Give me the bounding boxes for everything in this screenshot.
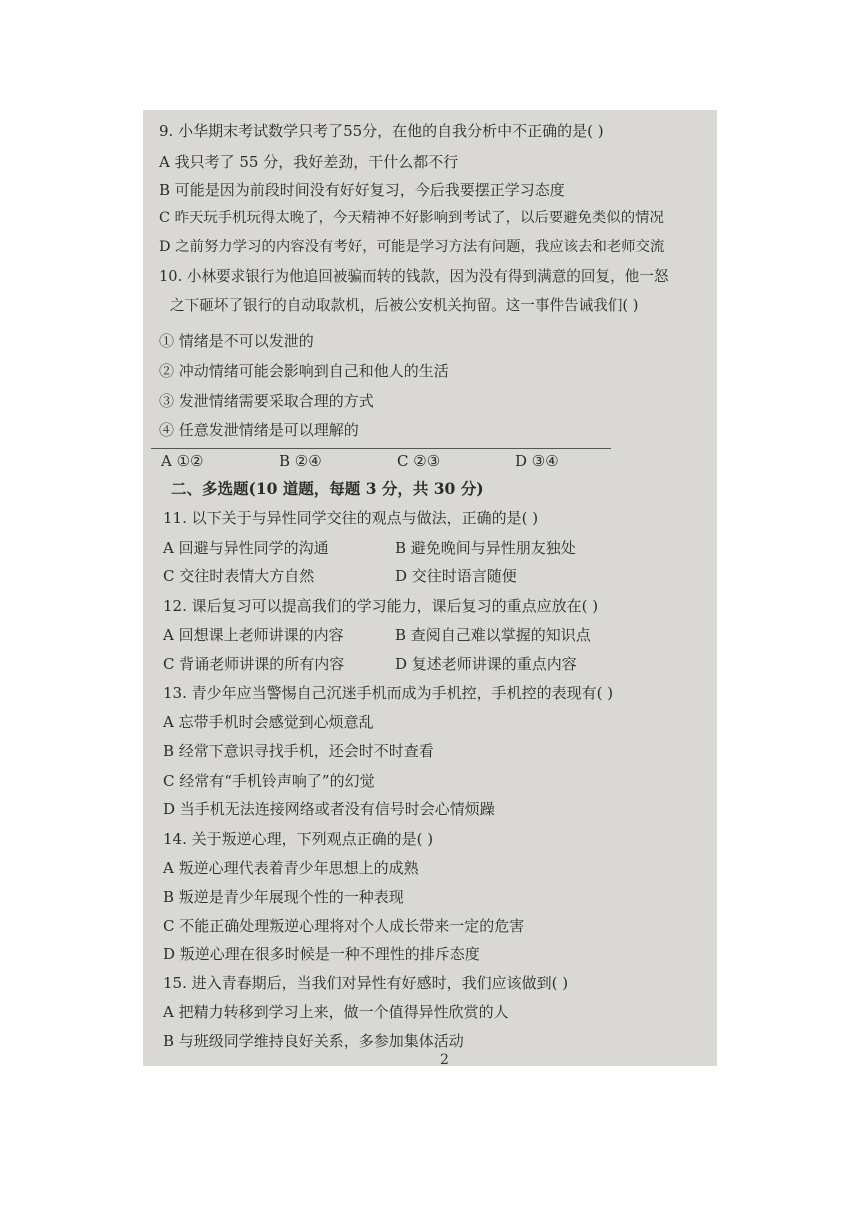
q15-option-b: B 与班级同学维持良好关系，多参加集体活动 — [163, 1032, 464, 1050]
q14-option-d: D 叛逆心理在很多时候是一种不理性的排斥态度 — [163, 945, 480, 963]
q9-option-a: A 我只考了 55 分，我好差劲，干什么都不行 — [159, 153, 459, 171]
q12-option-a: A 回想课上老师讲课的内容 — [163, 626, 344, 644]
q10-statement-3: ③ 发泄情绪需要采取合理的方式 — [159, 392, 374, 410]
section-2-heading: 二、多选题(10 道题，每题 3 分，共 30 分) — [171, 479, 484, 498]
q9-option-d: D 之前努力学习的内容没有考好，可能是学习方法有问题，我应该去和老师交流 — [159, 239, 665, 255]
q13-option-c: C 经常有“手机铃声响了”的幻觉 — [163, 772, 375, 790]
q10-statement-2: ② 冲动情绪可能会影响到自己和他人的生活 — [159, 362, 449, 380]
q13-option-a: A 忘带手机时会感觉到心烦意乱 — [163, 713, 374, 731]
q14-option-a: A 叛逆心理代表着青少年思想上的成熟 — [163, 859, 419, 877]
q12-option-d: D 复述老师讲课的重点内容 — [395, 655, 577, 673]
q12-option-c: C 背诵老师讲课的所有内容 — [163, 655, 345, 673]
q13-option-d: D 当手机无法连接网络或者没有信号时会心情烦躁 — [163, 800, 495, 818]
q11-option-d: D 交往时语言随便 — [395, 567, 517, 585]
q10-stem-line2: 之下砸坏了银行的自动取款机，后被公安机关拘留。这一事件告诫我们( ) — [170, 297, 639, 314]
q12-stem: 12. 课后复习可以提高我们的学习能力，课后复习的重点应放在( ) — [163, 597, 599, 615]
q9-option-b: B 可能是因为前段时间没有好好复习，今后我要摆正学习态度 — [159, 181, 565, 199]
divider-line — [151, 448, 611, 449]
q10-option-c: C ②③ — [397, 452, 441, 470]
exam-page — [143, 110, 717, 1066]
q10-statement-1: ① 情绪是不可以发泄的 — [159, 332, 314, 350]
q14-option-c: C 不能正确处理叛逆心理将对个人成长带来一定的危害 — [163, 917, 525, 935]
q11-option-c: C 交往时表情大方自然 — [163, 567, 315, 585]
q11-option-b: B 避免晚间与异性朋友独处 — [395, 539, 576, 557]
q9-option-c: C 昨天玩手机玩得太晚了，今天精神不好影响到考试了，以后要避免类似的情况 — [159, 210, 664, 226]
q12-option-b: B 查阅自己难以掌握的知识点 — [395, 626, 591, 644]
q10-statement-4: ④ 任意发泄情绪是可以理解的 — [159, 421, 359, 439]
q10-stem-line1: 10. 小林要求银行为他追回被骗而转的钱款，因为没有得到满意的回复，他一怒 — [159, 268, 669, 285]
q14-stem: 14. 关于叛逆心理，下列观点正确的是( ) — [163, 830, 434, 848]
page-number: 2 — [440, 1052, 449, 1068]
q13-option-b: B 经常下意识寻找手机，还会时不时查看 — [163, 742, 434, 760]
q10-option-a: A ①② — [161, 452, 204, 470]
q11-stem: 11. 以下关于与异性同学交往的观点与做法，正确的是( ) — [163, 509, 539, 527]
q14-option-b: B 叛逆是青少年展现个性的一种表现 — [163, 888, 404, 906]
q9-stem: 9. 小华期末考试数学只考了55分，在他的自我分析中不正确的是( ) — [159, 122, 604, 140]
q13-stem: 13. 青少年应当警惕自己沉迷手机而成为手机控，手机控的表现有( ) — [163, 684, 614, 702]
q10-option-b: B ②④ — [279, 452, 322, 470]
q10-option-d: D ③④ — [515, 452, 559, 470]
q15-stem: 15. 进入青春期后，当我们对异性有好感时，我们应该做到( ) — [163, 974, 569, 992]
q11-option-a: A 回避与异性同学的沟通 — [163, 539, 329, 557]
q15-option-a: A 把精力转移到学习上来，做一个值得异性欣赏的人 — [163, 1003, 509, 1021]
